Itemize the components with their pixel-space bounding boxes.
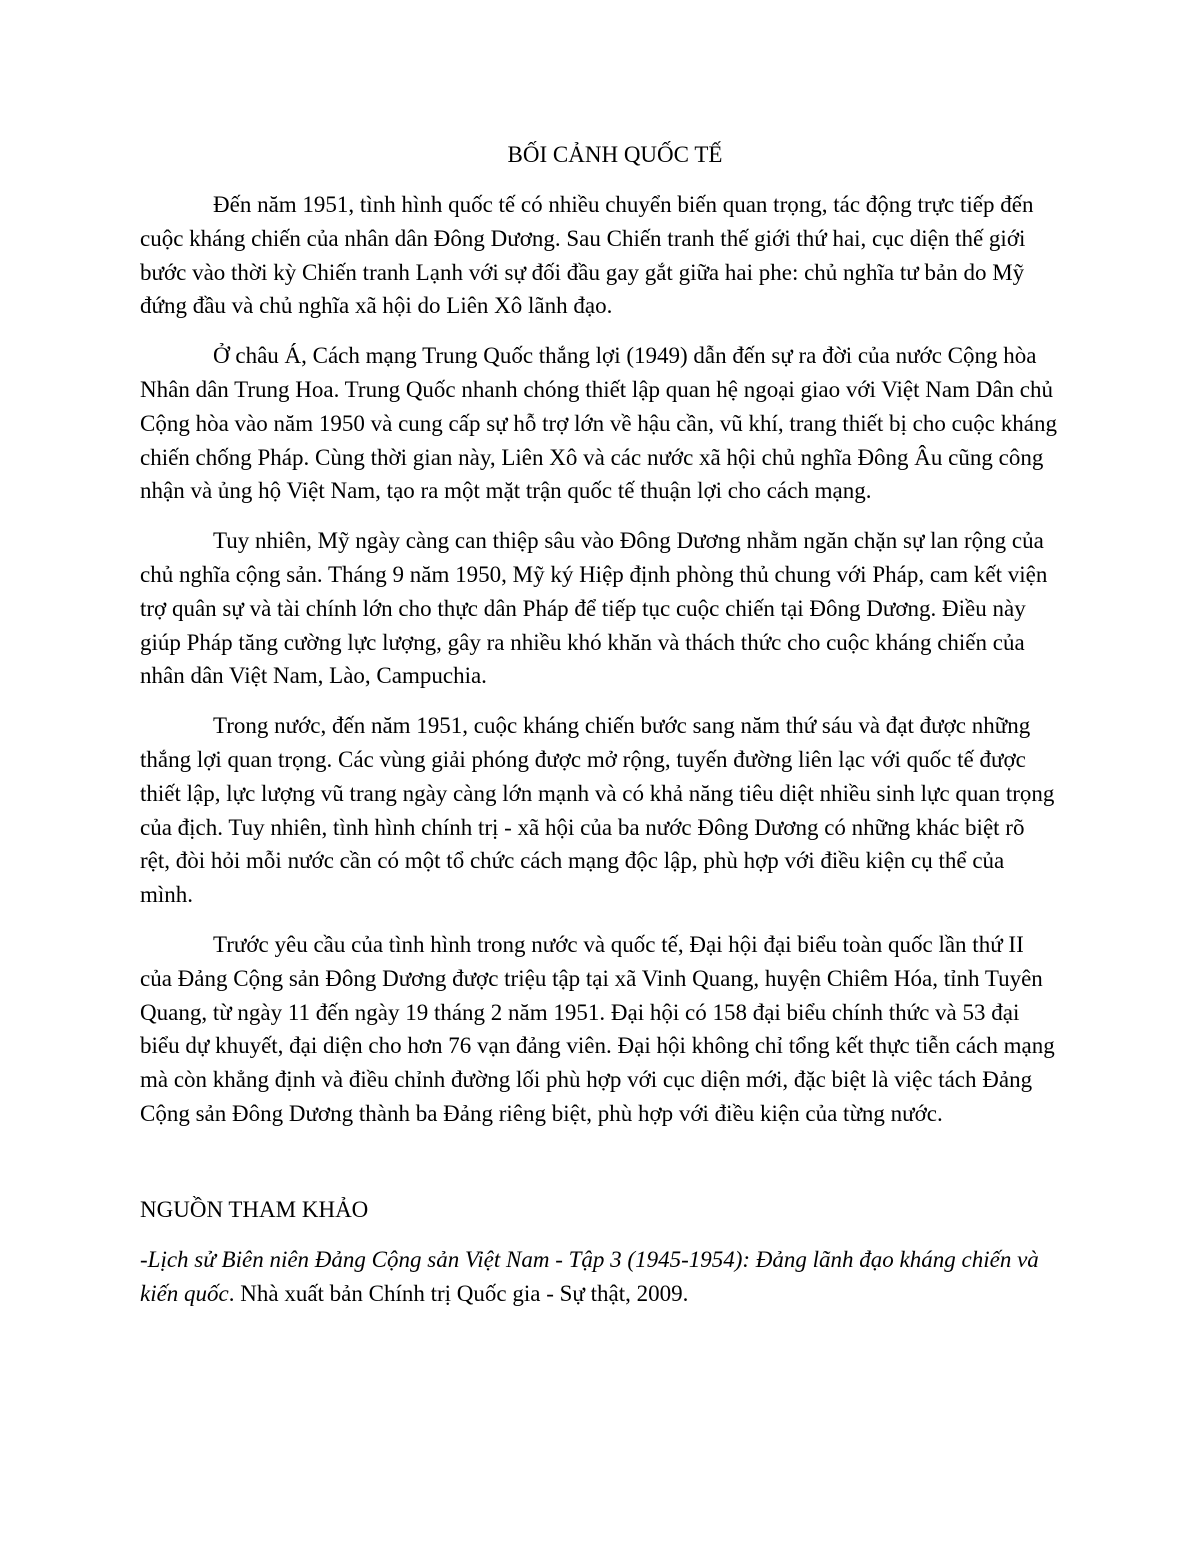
reference-publisher: . Nhà xuất bản Chính trị Quốc gia - Sự thật, 2009. (228, 1280, 689, 1306)
paragraph-international-situation: Đến năm 1951, tình hình quốc tế có nhiều chuyển biến quan trọng, tác động trực tiếp đến cuộc kháng chiến của nhân dân Đông Dương. Sau Chiến tranh thế giới thứ hai, cục diện thế giới bước vào thời kỳ Chiến tranh Lạnh với sự đối đầu gay gắt giữa hai phe: chủ nghĩa tư bản do Mỹ đứng đầu và chủ nghĩa xã hội do Liên Xô lãnh đạo. (140, 192, 1034, 319)
reference-item (140, 1243, 1060, 1311)
reference-title: -Lịch sử Biên niên Đảng Cộng sản Việt Nam - Tập 3 (1945-1954): Đảng lãnh đạo kháng chiến và kiến quốc (140, 1246, 1039, 1306)
paragraph-us-intervention: Tuy nhiên, Mỹ ngày càng can thiệp sâu vào Đông Dương nhằm ngăn chặn sự lan rộng của chủ nghĩa cộng sản. Tháng 9 năm 1950, Mỹ ký Hiệp định phòng thủ chung với Pháp, cam kết viện trợ quân sự và tài chính lớn cho thực dân Pháp để tiếp tục cuộc chiến tại Đông Dương. Điều này giúp Pháp tăng cường lực lượng, gây ra nhiều khó khăn và thách thức cho cuộc kháng chiến của nhân dân Việt Nam, Lào, Campuchia. (140, 528, 1048, 689)
paragraph-asia: Ở châu Á, Cách mạng Trung Quốc thắng lợi (1949) dẫn đến sự ra đời của nước Cộng hòa Nhân dân Trung Hoa. Trung Quốc nhanh chóng thiết lập quan hệ ngoại giao với Việt Nam Dân chủ Cộng hòa vào năm 1950 và cung cấp sự hỗ trợ lớn về hậu cần, vũ khí, trang thiết bị cho cuộc kháng chiến chống Pháp. Cùng thời gian này, Liên Xô và các nước xã hội chủ nghĩa Đông Âu cũng công nhận và ủng hộ Việt Nam, tạo ra một mặt trận quốc tế thuận lợi cho cách mạng. (140, 343, 1057, 504)
references-heading: NGUỒN THAM KHẢO (140, 1196, 369, 1222)
paragraph-domestic: Trong nước, đến năm 1951, cuộc kháng chiến bước sang năm thứ sáu và đạt được những thắng lợi quan trọng. Các vùng giải phóng được mở rộng, tuyến đường liên lạc với quốc tế được thiết lập, lực lượng vũ trang ngày càng lớn mạnh và có khả năng tiêu diệt nhiều sinh lực quan trọng của địch. Tuy nhiên, tình hình chính trị - xã hội của ba nước Đông Dương có những khác biệt rõ rệt, đòi hỏi mỗi nước cần có một tổ chức cách mạng độc lập, phù hợp với điều kiện cụ thể của mình. (140, 713, 1055, 908)
document-page (140, 138, 1060, 1310)
paragraph-congress: Trước yêu cầu của tình hình trong nước và quốc tế, Đại hội đại biểu toàn quốc lần thứ II của Đảng Cộng sản Đông Dương được triệu tập tại xã Vinh Quang, huyện Chiêm Hóa, tỉnh Tuyên Quang, từ ngày 11 đến ngày 19 tháng 2 năm 1951. Đại hội có 158 đại biểu chính thức và 53 đại biểu dự khuyết, đại diện cho hơn 76 vạn đảng viên. Đại hội không chỉ tổng kết thực tiễn cách mạng mà còn khẳng định và điều chỉnh đường lối phù hợp với cục diện mới, đặc biệt là việc tách Đảng Cộng sản Đông Dương thành ba Đảng riêng biệt, phù hợp với điều kiện của từng nước. (140, 931, 1055, 1126)
document-title: BỐI CẢNH QUỐC TẾ (507, 142, 723, 167)
